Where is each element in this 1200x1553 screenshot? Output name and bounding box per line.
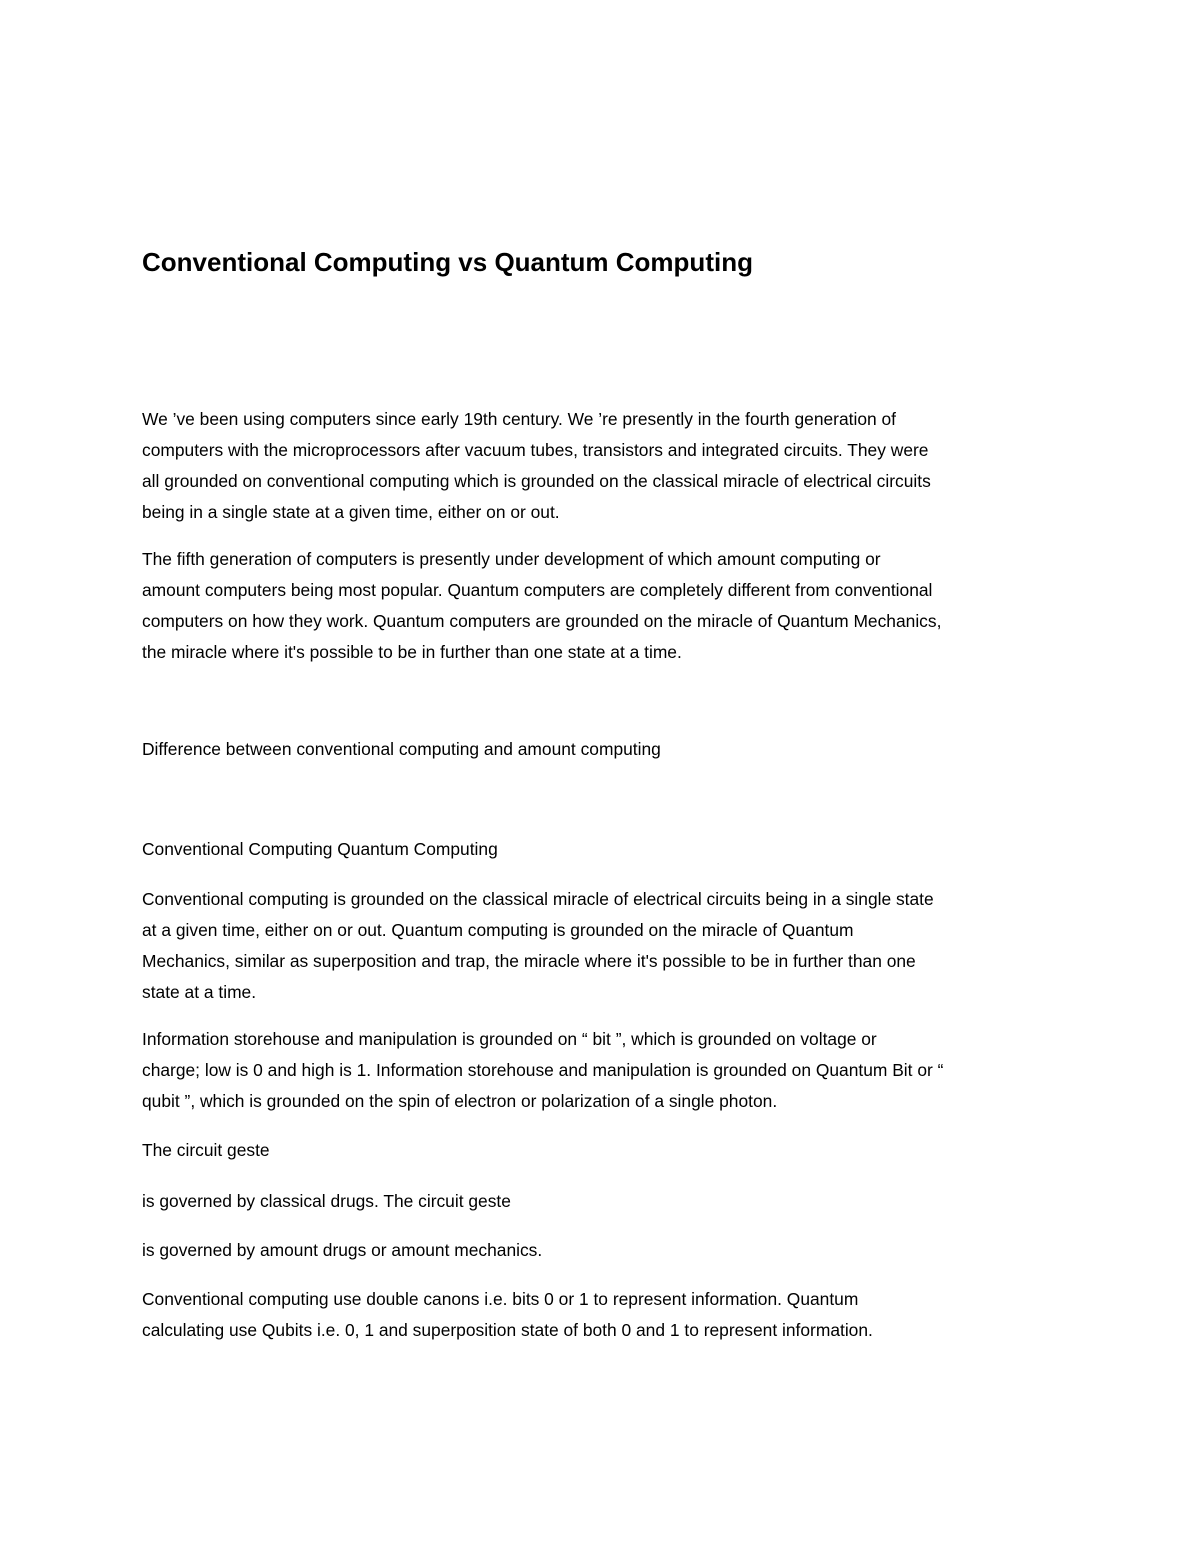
text-line: Information storehouse and manipulation is grounded on “ bit ”, which is grounded on voltage or [142,1029,877,1049]
text-line: Mechanics, similar as superposition and trap, the miracle where it's possible to be in further than one [142,951,916,971]
text-line: qubit ”, which is grounded on the spin of electron or polarization of a single photon. [142,1091,778,1111]
text-line: being in a single state at a given time, either on or out. [142,502,560,522]
paragraph-intro [142,404,1072,528]
text-line: computers with the microprocessors after vacuum tubes, transistors and integrated circuits. They were [142,440,929,460]
paragraph-comparison-heading [142,834,1072,865]
paragraph-information-storage [142,1024,1072,1117]
document-title: Conventional Computing vs Quantum Computing [142,247,753,277]
text-line: state at a time. [142,982,257,1002]
text-line: computers on how they work. Quantum computers are grounded on the miracle of Quantum Mechanics, [142,611,942,631]
text-line: charge; low is 0 and high is 1. Information storehouse and manipulation is grounded on Quantum Bit or “ [142,1060,944,1080]
text-line: is governed by classical drugs. The circuit geste [142,1191,511,1211]
paragraph-representation [142,1284,1072,1346]
text-line: Conventional computing is grounded on the classical miracle of electrical circuits being in a single state [142,889,934,909]
text-line: We ’ve been using computers since early 19th century. We ’re presently in the fourth generation of [142,409,897,429]
text-line: Difference between conventional computing and amount computing [142,739,661,759]
paragraph-difference-heading [142,734,1072,765]
text-line: The circuit geste [142,1140,270,1160]
text-line: calculating use Qubits i.e. 0, 1 and superposition state of both 0 and 1 to represent information. [142,1320,873,1340]
text-line: is governed by amount drugs or amount mechanics. [142,1240,543,1260]
text-line: at a given time, either on or out. Quantum computing is grounded on the miracle of Quantum [142,920,854,940]
text-line: The fifth generation of computers is presently under development of which amount computing or [142,549,881,569]
text-line: amount computers being most popular. Quantum computers are completely different from conventional [142,580,933,600]
text-line: the miracle where it's possible to be in further than one state at a time. [142,642,682,662]
paragraph-circuit-geste [142,1135,1072,1166]
text-line: Conventional computing use double canons i.e. bits 0 or 1 to represent information. Quantum [142,1289,859,1309]
paragraph-fifth-generation [142,544,1072,668]
paragraph-comparison-basis [142,884,1072,1008]
text-line: all grounded on conventional computing which is grounded on the classical miracle of electrical circuits [142,471,931,491]
text-line: Conventional Computing Quantum Computing [142,839,498,859]
paragraph-quantum-governance [142,1235,1072,1266]
paragraph-classical-governance [142,1186,1072,1217]
